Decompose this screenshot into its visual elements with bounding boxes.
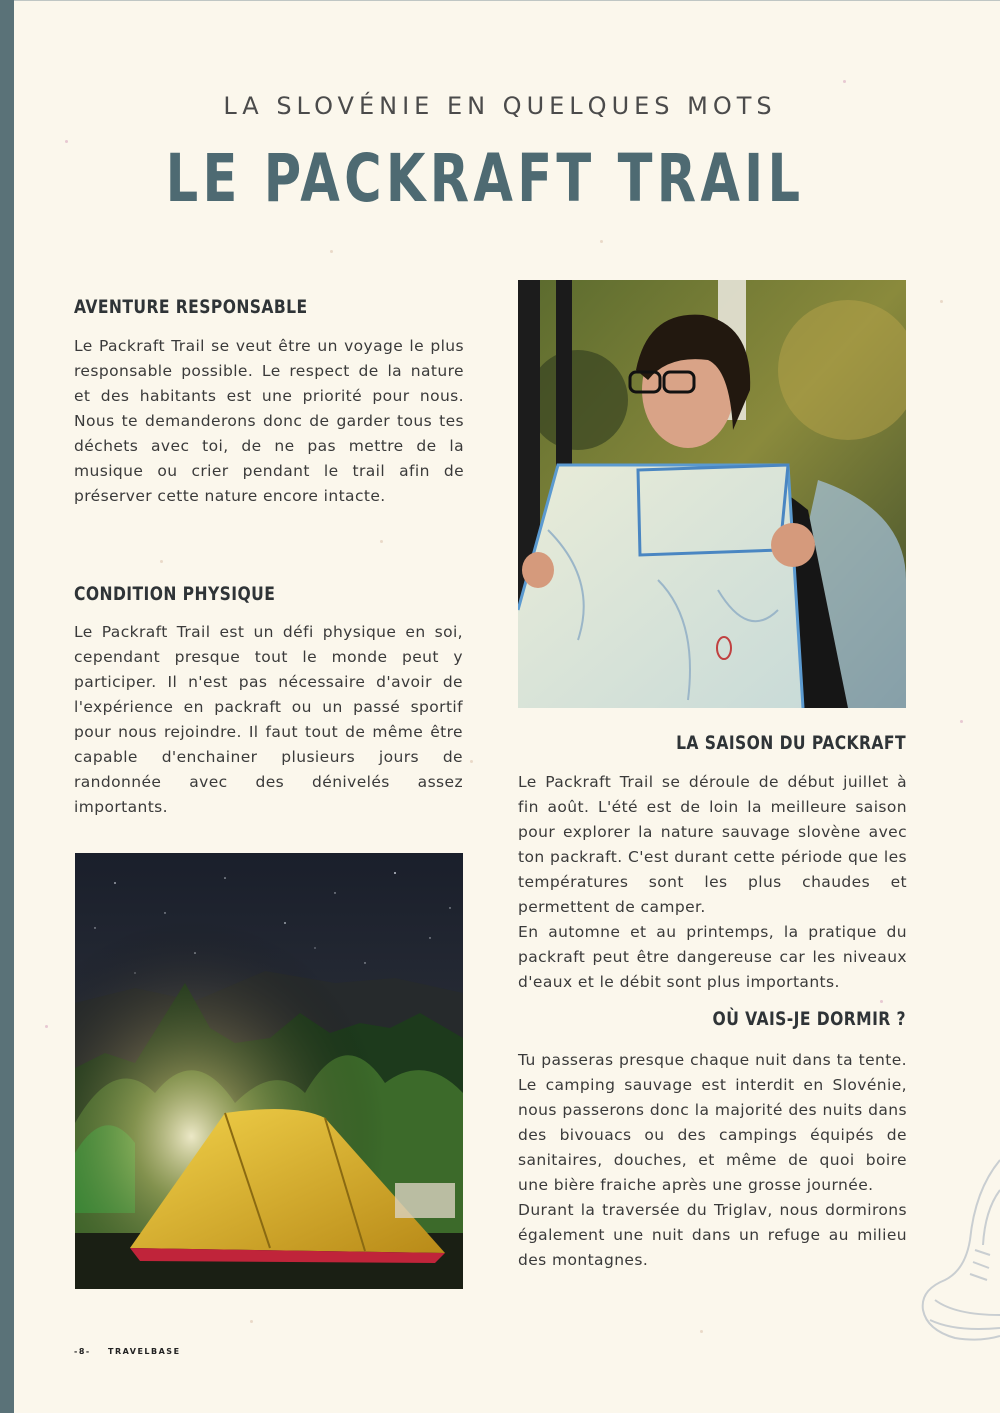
photo-tent-night (75, 853, 463, 1289)
heading-aventure: AVENTURE RESPONSABLE (74, 296, 308, 318)
page-top-edge (14, 0, 1000, 1)
text-dormir (518, 1048, 907, 1273)
text-saison-p1: Le Packraft Trail se déroule de début juillet à fin août. L'été est de loin la meilleure saison pour explorer la nature sauvage slovène avec ton packraft. C'est durant cette période que les températures sont les plus chaudes et permettent de camper. (518, 773, 907, 916)
text-dormir-p1: Tu passeras presque chaque nuit dans ta tente. Le camping sauvage est interdit en Slovénie, nous passerons donc la majorité des nuits dans des bivouacs ou des campings équipés de sanitaires, douches, et même de quoi boire une bière fraiche après une grosse journée. (518, 1051, 907, 1194)
text-saison-p2: En automne et au printemps, la pratique du packraft peut être dangereuse car les niveaux d'eaux et le débit sont plus importants. (518, 923, 907, 991)
page-title: LE PACKRAFT TRAIL (165, 140, 805, 217)
heading-saison: LA SAISON DU PACKRAFT (676, 732, 906, 754)
page-kicker: LA SLOVÉNIE EN QUELQUES MOTS (223, 92, 777, 120)
page-number: -8- (74, 1347, 91, 1356)
page-spine (0, 0, 14, 1413)
footer-brand: TRAVELBASE (108, 1347, 181, 1356)
shoe-illustration (915, 1150, 1000, 1350)
text-condition: Le Packraft Trail est un défi physique en soi, cependant presque tout le monde peut y participer. Il n'est pas nécessaire d'avoir de l'expérience en packraft ou un passé sportif pour nous rejoindre. Il faut tout de même être capable d'enchainer plusieurs jours de randonnée avec des dénivelés assez importants. (74, 623, 463, 816)
heading-dormir: OÙ VAIS-JE DORMIR ? (712, 1008, 906, 1030)
text-saison (518, 770, 907, 995)
photo-man-with-map (518, 280, 906, 708)
text-aventure: Le Packraft Trail se veut être un voyage le plus responsable possible. Le respect de la nature et des habitants est une priorité pour nous. Nous te demanderons donc de garder tous tes déchets avec toi, de ne pas mettre de la musique ou crier pendant le trail afin de préserver cette nature encore intacte. (74, 337, 464, 505)
text-dormir-p2: Durant la traversée du Triglav, nous dormirons également une nuit dans un refuge au milieu des montagnes. (518, 1201, 907, 1269)
heading-condition: CONDITION PHYSIQUE (74, 583, 276, 605)
